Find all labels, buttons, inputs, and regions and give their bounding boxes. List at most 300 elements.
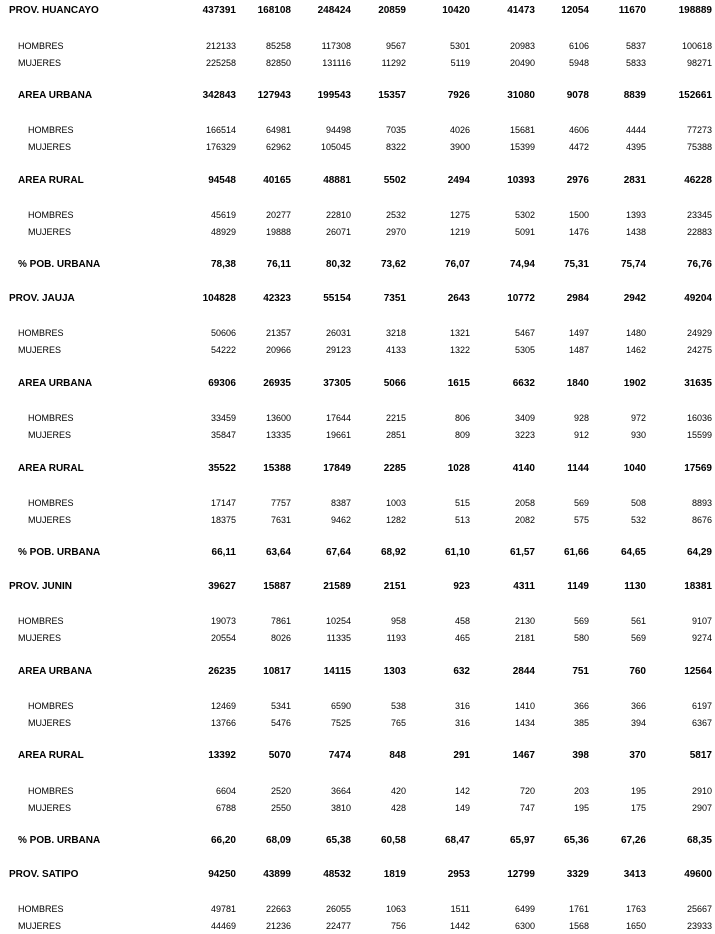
cell-value: 1487 bbox=[568, 345, 589, 355]
row-label: AREA RURAL bbox=[18, 463, 84, 474]
cell-value: 765 bbox=[390, 718, 406, 728]
cell-value: 40165 bbox=[263, 175, 291, 186]
cell-value: 39627 bbox=[208, 581, 236, 592]
cell-value: 175 bbox=[630, 803, 646, 813]
row-label: MUJERES bbox=[18, 633, 62, 643]
cell-value: 1615 bbox=[447, 378, 470, 389]
cell-value: 19073 bbox=[210, 616, 236, 626]
cell-value: 20277 bbox=[265, 210, 291, 220]
cell-value: 20966 bbox=[265, 345, 291, 355]
cell-value: 1393 bbox=[625, 210, 646, 220]
row-label: % POB. URBANA bbox=[18, 835, 101, 846]
table-row bbox=[0, 716, 715, 730]
row-label: AREA RURAL bbox=[18, 750, 84, 761]
cell-value: 515 bbox=[454, 498, 470, 508]
cell-value: 928 bbox=[573, 413, 589, 423]
cell-value: 6300 bbox=[514, 921, 535, 931]
cell-value: 49204 bbox=[684, 293, 712, 304]
cell-value: 10393 bbox=[507, 175, 535, 186]
cell-value: 848 bbox=[389, 750, 406, 761]
cell-value: 5066 bbox=[383, 378, 406, 389]
cell-value: 316 bbox=[454, 718, 470, 728]
cell-value: 1476 bbox=[568, 227, 589, 237]
table-row bbox=[0, 174, 715, 188]
cell-value: 1040 bbox=[623, 463, 646, 474]
cell-value: 2976 bbox=[566, 175, 589, 186]
cell-value: 69306 bbox=[208, 378, 236, 389]
table-row bbox=[0, 631, 715, 645]
table-row bbox=[0, 749, 715, 763]
table-row bbox=[0, 801, 715, 815]
row-label: HOMBRES bbox=[28, 498, 74, 508]
cell-value: 3409 bbox=[514, 413, 535, 423]
row-label: MUJERES bbox=[18, 921, 62, 931]
cell-value: 12469 bbox=[210, 701, 236, 711]
cell-value: 7631 bbox=[270, 515, 291, 525]
cell-value: 61,66 bbox=[563, 547, 589, 558]
cell-value: 15599 bbox=[686, 430, 712, 440]
cell-value: 67,26 bbox=[620, 835, 646, 846]
table-row bbox=[0, 868, 715, 882]
cell-value: 930 bbox=[630, 430, 646, 440]
cell-value: 1282 bbox=[385, 515, 406, 525]
cell-value: 8322 bbox=[385, 142, 406, 152]
cell-value: 580 bbox=[573, 633, 589, 643]
cell-value: 1130 bbox=[624, 581, 646, 592]
cell-value: 291 bbox=[453, 750, 470, 761]
cell-value: 22663 bbox=[265, 904, 291, 914]
cell-value: 14115 bbox=[323, 666, 351, 677]
cell-value: 575 bbox=[573, 515, 589, 525]
cell-value: 73,62 bbox=[380, 259, 406, 270]
cell-value: 1434 bbox=[514, 718, 535, 728]
cell-value: 532 bbox=[630, 515, 646, 525]
cell-value: 64,29 bbox=[686, 547, 712, 558]
table-row bbox=[0, 784, 715, 798]
cell-value: 131116 bbox=[322, 58, 351, 68]
table-row bbox=[0, 546, 715, 560]
row-label: MUJERES bbox=[28, 227, 72, 237]
cell-value: 2831 bbox=[623, 175, 646, 186]
table-row bbox=[0, 919, 715, 933]
cell-value: 1462 bbox=[625, 345, 646, 355]
cell-value: 49600 bbox=[684, 869, 712, 880]
cell-value: 48881 bbox=[323, 175, 351, 186]
cell-value: 142 bbox=[454, 786, 470, 796]
cell-value: 41473 bbox=[507, 5, 535, 16]
cell-value: 1303 bbox=[383, 666, 406, 677]
cell-value: 569 bbox=[573, 498, 589, 508]
cell-value: 68,35 bbox=[686, 835, 712, 846]
cell-value: 24275 bbox=[686, 345, 712, 355]
cell-value: 15681 bbox=[509, 125, 535, 135]
cell-value: 13766 bbox=[210, 718, 236, 728]
cell-value: 428 bbox=[390, 803, 406, 813]
row-label: MUJERES bbox=[28, 515, 72, 525]
cell-value: 20983 bbox=[509, 41, 535, 51]
cell-value: 20490 bbox=[509, 58, 535, 68]
table-row bbox=[0, 225, 715, 239]
cell-value: 5948 bbox=[568, 58, 589, 68]
cell-value: 25667 bbox=[686, 904, 712, 914]
cell-value: 80,32 bbox=[325, 259, 351, 270]
cell-value: 21236 bbox=[265, 921, 291, 931]
cell-value: 20554 bbox=[210, 633, 236, 643]
cell-value: 756 bbox=[390, 921, 406, 931]
table-row bbox=[0, 665, 715, 679]
cell-value: 6590 bbox=[330, 701, 351, 711]
cell-value: 3900 bbox=[449, 142, 470, 152]
row-label: AREA RURAL bbox=[18, 175, 84, 186]
cell-value: 67,64 bbox=[325, 547, 351, 558]
cell-value: 632 bbox=[453, 666, 470, 677]
cell-value: 4311 bbox=[513, 581, 535, 592]
cell-value: 75,74 bbox=[620, 259, 646, 270]
cell-value: 49781 bbox=[210, 904, 236, 914]
cell-value: 385 bbox=[573, 718, 589, 728]
cell-value: 94548 bbox=[208, 175, 236, 186]
cell-value: 152661 bbox=[678, 90, 712, 101]
table-row bbox=[0, 902, 715, 916]
cell-value: 46228 bbox=[684, 175, 712, 186]
row-label: HOMBRES bbox=[18, 41, 64, 51]
cell-value: 2953 bbox=[447, 869, 470, 880]
row-label: MUJERES bbox=[28, 803, 72, 813]
row-label: MUJERES bbox=[28, 142, 72, 152]
cell-value: 5837 bbox=[625, 41, 646, 51]
cell-value: 2494 bbox=[447, 175, 470, 186]
table-row bbox=[0, 580, 715, 594]
row-label: PROV. JUNIN bbox=[9, 581, 72, 592]
cell-value: 22810 bbox=[325, 210, 351, 220]
cell-value: 10254 bbox=[325, 616, 351, 626]
cell-value: 1322 bbox=[449, 345, 470, 355]
cell-value: 26935 bbox=[263, 378, 291, 389]
cell-value: 42323 bbox=[263, 293, 291, 304]
table-row bbox=[0, 411, 715, 425]
cell-value: 26055 bbox=[325, 904, 351, 914]
cell-value: 751 bbox=[572, 666, 589, 677]
cell-value: 2851 bbox=[385, 430, 406, 440]
cell-value: 2520 bbox=[270, 786, 291, 796]
cell-value: 4472 bbox=[568, 142, 589, 152]
cell-value: 1480 bbox=[625, 328, 646, 338]
cell-value: 48929 bbox=[210, 227, 236, 237]
cell-value: 13335 bbox=[265, 430, 291, 440]
cell-value: 65,36 bbox=[563, 835, 589, 846]
cell-value: 82850 bbox=[265, 58, 291, 68]
cell-value: 1650 bbox=[625, 921, 646, 931]
cell-value: 1902 bbox=[623, 378, 646, 389]
table-row bbox=[0, 140, 715, 154]
cell-value: 809 bbox=[454, 430, 470, 440]
row-label: AREA URBANA bbox=[18, 378, 93, 389]
cell-value: 7861 bbox=[270, 616, 291, 626]
cell-value: 2285 bbox=[383, 463, 406, 474]
cell-value: 10420 bbox=[442, 5, 470, 16]
cell-value: 18375 bbox=[210, 515, 236, 525]
cell-value: 68,92 bbox=[380, 547, 406, 558]
row-label: AREA URBANA bbox=[18, 666, 93, 677]
cell-value: 12799 bbox=[507, 869, 535, 880]
cell-value: 3413 bbox=[623, 869, 646, 880]
row-label: HOMBRES bbox=[18, 904, 64, 914]
cell-value: 20859 bbox=[378, 5, 406, 16]
cell-value: 195 bbox=[573, 803, 589, 813]
cell-value: 5070 bbox=[268, 750, 291, 761]
cell-value: 1438 bbox=[625, 227, 646, 237]
cell-value: 16036 bbox=[686, 413, 712, 423]
cell-value: 398 bbox=[572, 750, 589, 761]
cell-value: 17569 bbox=[684, 463, 712, 474]
cell-value: 4140 bbox=[512, 463, 535, 474]
cell-value: 5301 bbox=[449, 41, 470, 51]
cell-value: 2907 bbox=[691, 803, 712, 813]
cell-value: 43899 bbox=[263, 869, 291, 880]
cell-value: 6499 bbox=[514, 904, 535, 914]
cell-value: 1763 bbox=[625, 904, 646, 914]
cell-value: 6197 bbox=[691, 701, 712, 711]
cell-value: 5305 bbox=[514, 345, 535, 355]
cell-value: 760 bbox=[629, 666, 646, 677]
cell-value: 31635 bbox=[684, 378, 712, 389]
cell-value: 225258 bbox=[205, 58, 236, 68]
row-label: HOMBRES bbox=[28, 413, 74, 423]
row-label: AREA URBANA bbox=[18, 90, 93, 101]
cell-value: 76,07 bbox=[444, 259, 470, 270]
cell-value: 54222 bbox=[210, 345, 236, 355]
cell-value: 806 bbox=[454, 413, 470, 423]
cell-value: 2130 bbox=[514, 616, 535, 626]
cell-value: 1442 bbox=[449, 921, 470, 931]
cell-value: 2082 bbox=[514, 515, 535, 525]
cell-value: 8387 bbox=[330, 498, 351, 508]
cell-value: 4606 bbox=[568, 125, 589, 135]
cell-value: 63,64 bbox=[265, 547, 291, 558]
cell-value: 98271 bbox=[686, 58, 712, 68]
row-label: PROV. JAUJA bbox=[9, 293, 75, 304]
table-row bbox=[0, 377, 715, 391]
cell-value: 21357 bbox=[265, 328, 291, 338]
cell-value: 1275 bbox=[449, 210, 470, 220]
cell-value: 18381 bbox=[684, 581, 712, 592]
cell-value: 458 bbox=[454, 616, 470, 626]
cell-value: 248424 bbox=[317, 5, 351, 16]
cell-value: 149 bbox=[454, 803, 470, 813]
cell-value: 1219 bbox=[449, 227, 470, 237]
cell-value: 3223 bbox=[514, 430, 535, 440]
cell-value: 5302 bbox=[514, 210, 535, 220]
cell-value: 61,10 bbox=[444, 547, 470, 558]
cell-value: 1063 bbox=[385, 904, 406, 914]
cell-value: 2215 bbox=[385, 413, 406, 423]
cell-value: 22883 bbox=[686, 227, 712, 237]
cell-value: 75388 bbox=[686, 142, 712, 152]
table-row bbox=[0, 292, 715, 306]
cell-value: 1840 bbox=[566, 378, 589, 389]
cell-value: 94250 bbox=[208, 869, 236, 880]
row-label: MUJERES bbox=[18, 345, 62, 355]
cell-value: 9078 bbox=[566, 90, 589, 101]
cell-value: 76,11 bbox=[266, 259, 291, 270]
cell-value: 45619 bbox=[210, 210, 236, 220]
cell-value: 61,57 bbox=[509, 547, 535, 558]
cell-value: 76,76 bbox=[686, 259, 712, 270]
cell-value: 316 bbox=[454, 701, 470, 711]
cell-value: 912 bbox=[573, 430, 589, 440]
cell-value: 6367 bbox=[691, 718, 712, 728]
cell-value: 176329 bbox=[205, 142, 236, 152]
cell-value: 2181 bbox=[514, 633, 535, 643]
cell-value: 1467 bbox=[512, 750, 535, 761]
cell-value: 65,38 bbox=[325, 835, 351, 846]
row-label: % POB. URBANA bbox=[18, 259, 101, 270]
cell-value: 1144 bbox=[567, 463, 589, 474]
table-row bbox=[0, 39, 715, 53]
cell-value: 3329 bbox=[566, 869, 589, 880]
table-row bbox=[0, 834, 715, 848]
cell-value: 7474 bbox=[328, 750, 351, 761]
cell-value: 65,97 bbox=[509, 835, 535, 846]
cell-value: 68,47 bbox=[444, 835, 470, 846]
cell-value: 203 bbox=[573, 786, 589, 796]
row-label: HOMBRES bbox=[28, 786, 74, 796]
cell-value: 2550 bbox=[270, 803, 291, 813]
cell-value: 85258 bbox=[265, 41, 291, 51]
cell-value: 11292 bbox=[381, 58, 406, 68]
cell-value: 17849 bbox=[323, 463, 351, 474]
table-row bbox=[0, 258, 715, 272]
cell-value: 8893 bbox=[691, 498, 712, 508]
cell-value: 166514 bbox=[205, 125, 236, 135]
cell-value: 11335 bbox=[326, 633, 351, 643]
table-row bbox=[0, 699, 715, 713]
cell-value: 15399 bbox=[509, 142, 535, 152]
cell-value: 12564 bbox=[684, 666, 712, 677]
cell-value: 5341 bbox=[270, 701, 291, 711]
cell-value: 168108 bbox=[257, 5, 291, 16]
cell-value: 7035 bbox=[385, 125, 406, 135]
cell-value: 13600 bbox=[265, 413, 291, 423]
cell-value: 60,58 bbox=[380, 835, 406, 846]
cell-value: 7926 bbox=[447, 90, 470, 101]
cell-value: 4133 bbox=[385, 345, 406, 355]
cell-value: 569 bbox=[573, 616, 589, 626]
cell-value: 3664 bbox=[330, 786, 351, 796]
cell-value: 105045 bbox=[320, 142, 351, 152]
cell-value: 2942 bbox=[623, 293, 646, 304]
cell-value: 4444 bbox=[625, 125, 646, 135]
cell-value: 55154 bbox=[323, 293, 351, 304]
cell-value: 7525 bbox=[330, 718, 351, 728]
cell-value: 2151 bbox=[383, 581, 406, 592]
cell-value: 366 bbox=[573, 701, 589, 711]
cell-value: 420 bbox=[390, 786, 406, 796]
cell-value: 958 bbox=[390, 616, 406, 626]
cell-value: 35847 bbox=[210, 430, 236, 440]
table-row bbox=[0, 4, 715, 18]
cell-value: 19661 bbox=[325, 430, 351, 440]
cell-value: 9107 bbox=[691, 616, 712, 626]
cell-value: 342843 bbox=[202, 90, 236, 101]
cell-value: 5467 bbox=[514, 328, 535, 338]
table-row bbox=[0, 123, 715, 137]
table-row bbox=[0, 89, 715, 103]
cell-value: 8839 bbox=[623, 90, 646, 101]
cell-value: 6604 bbox=[215, 786, 236, 796]
cell-value: 44469 bbox=[210, 921, 236, 931]
table-row bbox=[0, 462, 715, 476]
table-row bbox=[0, 513, 715, 527]
cell-value: 972 bbox=[630, 413, 646, 423]
cell-value: 94498 bbox=[325, 125, 351, 135]
cell-value: 9274 bbox=[691, 633, 712, 643]
cell-value: 1500 bbox=[568, 210, 589, 220]
cell-value: 64,65 bbox=[620, 547, 646, 558]
cell-value: 11670 bbox=[618, 5, 646, 16]
row-label: MUJERES bbox=[18, 58, 62, 68]
table-row bbox=[0, 343, 715, 357]
cell-value: 117308 bbox=[321, 41, 351, 51]
cell-value: 7757 bbox=[270, 498, 291, 508]
cell-value: 10772 bbox=[507, 293, 535, 304]
row-label: % POB. URBANA bbox=[18, 547, 101, 558]
cell-value: 26235 bbox=[208, 666, 236, 677]
cell-value: 366 bbox=[630, 701, 646, 711]
cell-value: 48532 bbox=[323, 869, 351, 880]
row-label: PROV. HUANCAYO bbox=[9, 5, 99, 16]
cell-value: 1321 bbox=[449, 328, 470, 338]
cell-value: 31080 bbox=[507, 90, 535, 101]
cell-value: 66,11 bbox=[211, 547, 236, 558]
cell-value: 74,94 bbox=[509, 259, 535, 270]
cell-value: 19888 bbox=[265, 227, 291, 237]
row-label: HOMBRES bbox=[28, 701, 74, 711]
cell-value: 33459 bbox=[210, 413, 236, 423]
table-row bbox=[0, 326, 715, 340]
cell-value: 513 bbox=[454, 515, 470, 525]
cell-value: 2844 bbox=[512, 666, 535, 677]
cell-value: 78,38 bbox=[210, 259, 236, 270]
cell-value: 26031 bbox=[325, 328, 351, 338]
cell-value: 5476 bbox=[270, 718, 291, 728]
cell-value: 923 bbox=[453, 581, 470, 592]
cell-value: 8676 bbox=[691, 515, 712, 525]
cell-value: 212133 bbox=[205, 41, 236, 51]
cell-value: 4395 bbox=[625, 142, 646, 152]
cell-value: 5817 bbox=[689, 750, 712, 761]
cell-value: 23933 bbox=[686, 921, 712, 931]
row-label: PROV. SATIPO bbox=[9, 869, 79, 880]
cell-value: 1819 bbox=[383, 869, 406, 880]
cell-value: 24929 bbox=[686, 328, 712, 338]
cell-value: 561 bbox=[630, 616, 646, 626]
cell-value: 3810 bbox=[330, 803, 351, 813]
cell-value: 23345 bbox=[686, 210, 712, 220]
cell-value: 1149 bbox=[567, 581, 589, 592]
cell-value: 17147 bbox=[210, 498, 236, 508]
table-row bbox=[0, 56, 715, 70]
cell-value: 7351 bbox=[383, 293, 406, 304]
cell-value: 370 bbox=[629, 750, 646, 761]
table-row bbox=[0, 428, 715, 442]
cell-value: 2910 bbox=[691, 786, 712, 796]
cell-value: 747 bbox=[519, 803, 535, 813]
cell-value: 9567 bbox=[385, 41, 406, 51]
cell-value: 68,09 bbox=[265, 835, 291, 846]
cell-value: 195 bbox=[630, 786, 646, 796]
table-row bbox=[0, 208, 715, 222]
